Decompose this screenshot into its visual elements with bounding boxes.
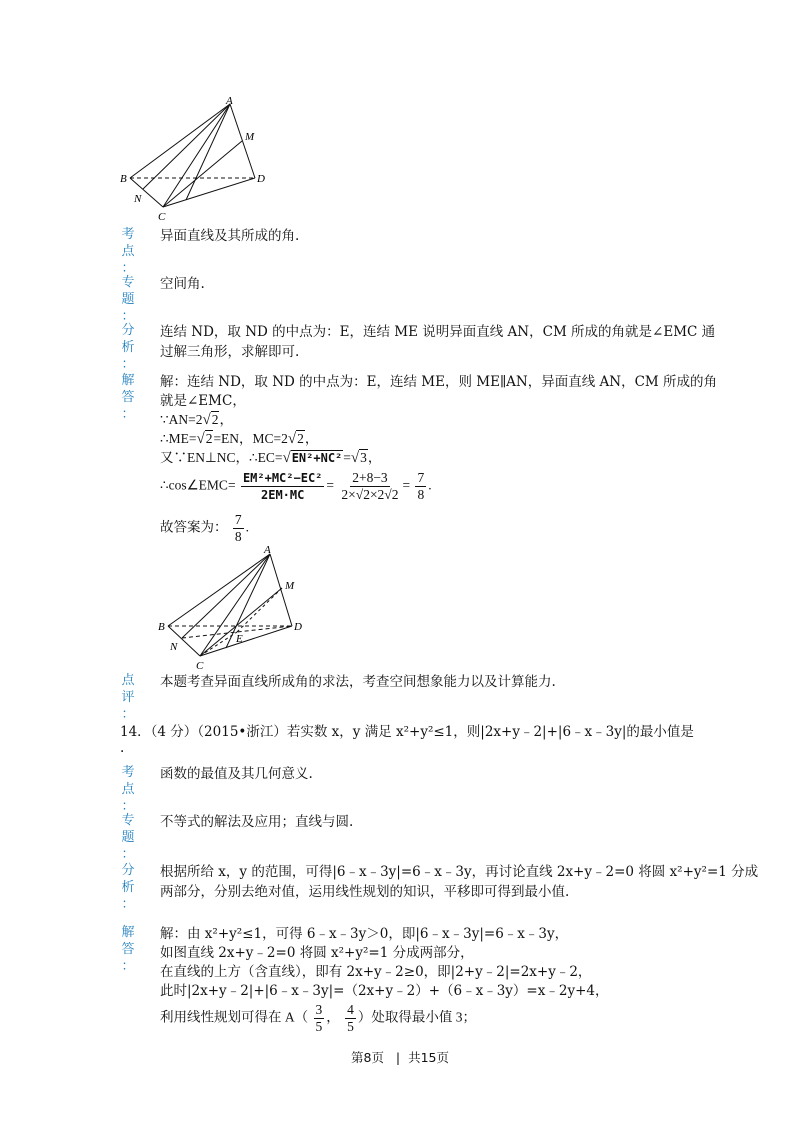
q14-zhuanti-text: 不等式的解法及应用；直线与圆. [160, 814, 354, 830]
jieda-line-2: 就是∠EMC， [160, 393, 246, 409]
line-cos: ∴cos∠EMC= $\frac{\text{EM²+MC²−EC²}}{2EM\cdot MC}$ = $\frac{2+8-3}{2\times√2\times 2√2}$ = $\frac{7}{8}$ . [160, 470, 432, 502]
zhuanti-text: 空间角. [160, 276, 205, 292]
section-tag-fenxi: 分 析 ： [121, 323, 135, 372]
q14-jieda-line-3: 在直线的上方（含直线），即有 2x+y﹣2≥0，即|2+y﹣2|=2x+y﹣2， [160, 964, 592, 980]
fig1-label-c: C [158, 211, 166, 222]
fig2-label-c: C [196, 660, 204, 670]
section-tag-dianping: 点 评 ： [121, 673, 135, 722]
jieda-line-1: 解：连结 ND，取 ND 的中点为：E，连结 ME，则 ME∥AN，异面直线 AN，CM 所成的角 [160, 374, 718, 390]
kaodian-text: 异面直线及其所成的角. [160, 228, 300, 244]
section-tag-zhuanti: 专 题 ： [121, 275, 135, 324]
page-footer [0, 1048, 800, 1066]
point-a-y-fraction: $\frac{4}{5}$ [347, 1002, 354, 1034]
answer-fraction: $\frac{7}{8}$ [234, 512, 242, 544]
tetrahedron-figure-2 [152, 544, 312, 670]
q14-jieda-line-2: 如图直线 2x+y﹣2=0 将圆 x²+y²=1 分成两部分， [160, 945, 474, 961]
total-pages: 共15页 [408, 1050, 449, 1065]
q14-kaodian-text: 函数的最值及其几何意义. [160, 766, 313, 782]
fig2-label-n: N [170, 641, 178, 653]
q14-section-tag-jieda: 解 答 ： [121, 925, 135, 974]
q14-section-tag-fenxi: 分 析 ： [121, 863, 135, 912]
fig1-label-m: M [245, 131, 255, 143]
cos-fraction-2: $\frac{2+8-3}{2\times√2\times 2√2}$ [341, 470, 399, 502]
question-14-stem-dot: . [120, 740, 125, 756]
q14-jieda-line-4: 此时|2x+y﹣2|+|6﹣x﹣3y|=（2x+y﹣2）+（6﹣x﹣3y）=x﹣2y+4， [160, 983, 609, 999]
q14-section-tag-zhuanti: 专 题 ： [121, 813, 135, 862]
fig2-label-a: A [264, 544, 271, 556]
section-tag-jieda: 解 答 ： [121, 373, 135, 422]
point-a-x-fraction: $\frac{3}{5}$ [315, 1002, 323, 1034]
q14-section-tag-kaodian: 考 点 ： [121, 765, 135, 814]
footer-separator: | [395, 1050, 401, 1065]
line-an: ∵AN=2√2， [160, 412, 233, 428]
answer-line: 故答案为： $\frac{7}{8}$ . [160, 512, 249, 544]
page-number: 第8页 [351, 1050, 384, 1065]
fig1-label-b: B [120, 173, 127, 185]
fig1-label-n: N [134, 193, 142, 205]
q14-jieda-line-1: 解：由 x²+y²≤1，可得 6﹣x﹣3y＞0，即|6﹣x﹣3y|=6﹣x﹣3y， [160, 926, 569, 942]
q14-fenxi-line-2: 两部分，分别去绝对值，运用线性规划的知识，平移即可得到最小值. [160, 884, 570, 900]
tetrahedron-figure-1 [118, 96, 268, 222]
fenxi-line-1: 连结 ND，取 ND 的中点为：E，连结 ME 说明异面直线 AN，CM 所成的角就是∠EMC 通 [160, 324, 716, 340]
cos-fraction-3: $\frac{7}{8}$ [417, 470, 425, 502]
line-me: ∴ME=√2=EN，MC=2√2， [160, 431, 319, 447]
q14-jieda-line-5: 利用线性规划可得在 A（ $\frac{3}{5}$ ， $\frac{4}{5}$ ）处取得最小值 3； [160, 1002, 476, 1034]
cos-fraction-1: $\frac{\text{EM²+MC²−EC²}}{2EM\cdot MC}$ [242, 471, 323, 502]
line-ec: 又∵EN⊥NC，∴EC=√EN²+NC²=√3， [160, 450, 382, 466]
fig2-label-b: B [158, 621, 165, 633]
fig2-label-d: D [294, 621, 302, 633]
fenxi-line-2: 过解三角形，求解即可. [160, 344, 300, 360]
fig2-label-e: E [236, 633, 243, 645]
dianping-text: 本题考查异面直线所成角的求法，考查空间想象能力以及计算能力. [160, 674, 556, 690]
fig1-label-d: D [257, 173, 265, 185]
q14-fenxi-line-1: 根据所给 x，y 的范围，可得|6﹣x﹣3y|=6﹣x﹣3y，再讨论直线 2x+y﹣2=0 将圆 x²+y²=1 分成 [160, 864, 759, 880]
question-14-stem: 14．（4 分）（2015•浙江）若实数 x，y 满足 x²+y²≤1，则|2x+y﹣2|+|6﹣x﹣3y|的最小值是 [120, 724, 694, 740]
section-tag-kaodian: 考 点 ： [121, 227, 135, 276]
fig2-label-m: M [285, 580, 295, 592]
fig1-label-a: A [226, 96, 233, 107]
